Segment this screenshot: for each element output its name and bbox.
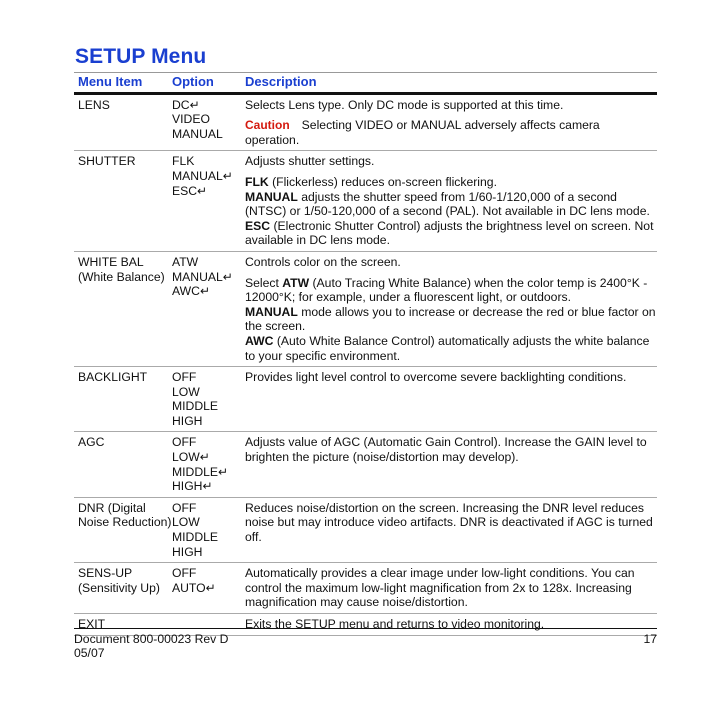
option-cell [172,255,245,363]
option-value: MANUAL↵ [172,269,234,284]
description-paragraph [245,276,657,364]
header-description: Description [245,74,317,89]
description-text: (Electronic Shutter Control) adjusts the brightness level on screen. Not available in DC lens mode. [245,218,654,248]
description-cell [245,435,657,493]
description-text: adjusts the shutter speed from 1/60-1/120,000 of a second (NTSC) or 1/50-120,000 of a second (PAL). Not available in DC lens mode. [245,189,650,219]
page-number: 17 [643,632,657,646]
option-cell [172,435,245,493]
option-value: LOW [172,515,200,530]
option-value: MIDDLE↵ [172,464,229,479]
description-cell [245,370,657,428]
menu-item-name: BACKLIGHT [78,370,148,385]
option-value: AUTO↵ [172,580,216,595]
option-value: DC↵ [172,97,200,112]
option-value: LOW [172,384,200,399]
option-keyword: ATW [282,275,310,290]
option-value: OFF [172,370,197,385]
description-text: Selecting VIDEO or MANUAL adversely affects camera operation. [245,118,600,147]
description-text: (Flickerless) reduces on-screen flickering. [268,174,497,189]
description-text: Adjusts shutter settings. [245,154,375,169]
menu-item-cell [74,370,172,428]
option-cell [172,154,245,248]
description-paragraph [245,566,657,610]
description-paragraph [245,154,657,169]
description-cell [245,501,657,559]
menu-item-name: LENS [78,97,110,112]
description-paragraph [245,118,657,147]
description-text: Selects Lens type. Only DC mode is supported at this time. [245,97,564,112]
menu-item-cell [74,98,172,148]
description-line [245,175,657,190]
description-line [245,305,657,334]
description-paragraph [245,435,657,464]
page-title: SETUP Menu [75,45,207,68]
menu-item-name: (Sensitivity Up) [78,580,160,595]
table-row [74,252,657,367]
header-menu-item: Menu Item [78,74,143,89]
description-text: Automatically provides a clear image under low-light conditions. You can control the maximum low-light magnification from 2x to 128x. Increasing magnification may cause noise/distortion. [245,566,635,610]
document-number: Document 800-00023 Rev D [74,632,229,646]
setup-menu-table [74,72,657,636]
option-value: ATW [172,254,199,269]
document-date: 05/07 [74,645,105,660]
menu-item-name: (White Balance) [78,269,165,284]
option-value: FLK [172,154,195,169]
option-value: HIGH↵ [172,479,213,494]
menu-item-name: DNR (Digital [78,500,146,515]
option-keyword: FLK [245,174,269,189]
description-line [245,276,657,305]
description-paragraph [245,370,657,385]
description-paragraph [245,255,657,270]
option-keyword: MANUAL [245,189,298,204]
menu-item-name: SHUTTER [78,154,136,169]
menu-item-cell [74,435,172,493]
description-paragraph [245,501,657,545]
option-value: MANUAL [172,126,223,141]
option-value: MIDDLE [172,530,219,545]
description-text: Adjusts value of AGC (Automatic Gain Control). Increase the GAIN level to brighten the picture (noise/distortion may develop). [245,435,647,465]
description-cell [245,98,657,148]
menu-item-cell [74,255,172,363]
option-value: HIGH [172,413,203,428]
option-cell [172,98,245,148]
caution-label: Caution [245,118,290,133]
option-value: VIDEO [172,112,210,127]
menu-item-name: Noise Reduction) [78,515,172,530]
menu-item-name: AGC [78,435,105,450]
description-cell [245,255,657,363]
option-value: OFF [172,566,197,581]
table-row [74,367,657,432]
option-cell [172,566,245,610]
table-row [74,151,657,252]
description-text: mode allows you to increase or decrease the red or blue factor on the screen. [245,304,656,334]
menu-item-cell [74,154,172,248]
description-text: Provides light level control to overcome severe backlighting conditions. [245,370,627,385]
description-paragraph [245,98,657,113]
description-cell [245,154,657,248]
description-line [245,334,657,363]
option-keyword: ESC [245,218,271,233]
menu-item-name: EXIT [78,617,106,631]
table-header [74,72,657,95]
description-text: Reduces noise/distortion on the screen. Increasing the DNR level reduces noise but may introduce video artifacts. DNR is deactivated if AGC is turned off. [245,500,653,545]
table-row [74,563,657,614]
description-cell [245,566,657,610]
option-keyword: MANUAL [245,304,298,319]
menu-item-cell [74,501,172,559]
description-text: Exits the SETUP menu and returns to video monitoring. [245,617,545,631]
table-row [74,498,657,563]
description-paragraph [245,175,657,248]
description-line [245,219,657,248]
option-value: AWC↵ [172,284,211,299]
option-value: LOW↵ [172,450,210,465]
option-cell [172,501,245,559]
menu-item-name: WHITE BAL [78,254,144,269]
page-footer [74,628,657,660]
table-body [74,95,657,636]
table-row [74,432,657,497]
table-row [74,95,657,152]
option-value: HIGH [172,544,203,559]
option-value: MANUAL↵ [172,168,234,183]
description-text: (Auto White Balance Control) automatically adjusts the white balance to your specific environment. [245,333,650,363]
description-line [245,190,657,219]
option-value: ESC↵ [172,183,208,198]
option-cell [172,370,245,428]
option-value: OFF [172,500,197,515]
option-keyword: AWC [245,333,274,348]
description-text: Select [245,275,283,290]
option-value: OFF [172,435,197,450]
option-value: MIDDLE [172,399,219,414]
header-option: Option [172,74,214,89]
description-text: Controls color on the screen. [245,254,401,269]
menu-item-cell [74,566,172,610]
description-text: (Auto Tracing White Balance) when the color temp is 2400°K - 12000°K; for example, under a fluorescent light, or outdoors. [245,275,648,305]
menu-item-name: SENS-UP [78,566,133,581]
